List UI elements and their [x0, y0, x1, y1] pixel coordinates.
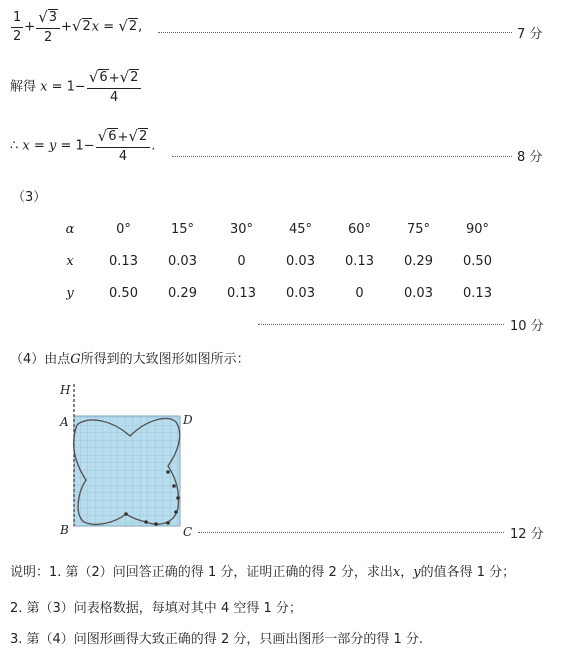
sqrt-2: √ 2 — [71, 16, 91, 35]
leader-dots — [158, 32, 512, 33]
sqrt-2: √ 2 — [118, 16, 138, 35]
score-10: 10 分 — [510, 319, 544, 334]
row-label-y: y — [66, 285, 74, 301]
score-12: 12 分 — [510, 527, 544, 542]
plus-sign: + — [61, 19, 72, 35]
table-cell: 0.13 — [345, 253, 374, 269]
curve-point — [124, 512, 128, 516]
equals-sign: = — [103, 19, 115, 35]
score-7: 7 分 — [517, 27, 543, 42]
table-cell: 0.03 — [286, 285, 315, 301]
part-3-label: （3） — [12, 190, 47, 205]
fraction-denominator: 4 — [110, 90, 119, 105]
note-line-2: 2. 第（3）问表格数据，每填对其中 4 空得 1 分； — [10, 601, 302, 616]
fraction-half — [11, 10, 23, 45]
label-h: H — [60, 383, 71, 397]
table-cell: 0.03 — [404, 285, 433, 301]
table-cell: 0.29 — [404, 253, 433, 269]
fraction-root-sum: √ 6 + √ 2 4 — [87, 68, 142, 106]
table-cell: 0.50 — [463, 253, 492, 269]
variable-x: x — [22, 138, 30, 154]
table-row-x — [46, 245, 507, 277]
grid-square — [74, 416, 180, 526]
table-row-alpha — [46, 213, 507, 245]
note-line-1: 说明：1. 第（2）问回答正确的得 1 分，证明正确的得 2 分，求出x，y的值各得 1 分； — [10, 565, 516, 580]
fraction-denominator: 4 — [118, 149, 128, 164]
value-table — [46, 213, 507, 309]
curve-point — [154, 522, 158, 526]
table-cell: 0.13 — [463, 285, 492, 301]
curve-point — [172, 484, 176, 488]
table-cell: 0.29 — [168, 285, 197, 301]
note-line-3: 3. 第（4）问图形画得大致正确的得 2 分，只画出图形一部分的得 1 分. — [10, 632, 424, 647]
table-cell: 0° — [116, 221, 131, 237]
leader-dots — [172, 156, 512, 157]
therefore-symbol: ∴ — [10, 138, 19, 154]
table-cell: 60° — [347, 221, 372, 237]
fraction-denominator: 2 — [43, 30, 53, 45]
curve-point — [166, 470, 170, 474]
curve-point — [176, 496, 180, 500]
fraction-root-sum: √ 6 + √ 2 4 — [96, 127, 151, 165]
fraction-root3-over-2 — [36, 8, 60, 46]
part-4-text: （4）由点G所得到的大致图形如图所示： — [10, 352, 250, 367]
fraction-denominator: 2 — [13, 28, 22, 44]
solve-label: 解得 — [10, 79, 37, 95]
table-cell: 0.03 — [168, 253, 197, 269]
equation-line-3: ∴ x = y = 1− √ 6 + √ 2 4 . — [10, 127, 156, 164]
label-a: A — [60, 415, 69, 429]
table-cell: 15° — [170, 221, 195, 237]
label-c: C — [183, 525, 193, 539]
table-cell: 0 — [237, 253, 246, 269]
label-d: D — [183, 413, 193, 427]
point-g: G — [70, 352, 81, 367]
score-8: 8 分 — [517, 150, 543, 165]
table-row-y — [46, 277, 507, 309]
plus-sign: + — [24, 19, 36, 35]
table-cell: 0.13 — [227, 285, 256, 301]
table-cell: 0.13 — [109, 253, 138, 269]
table-cell: 0.50 — [109, 285, 138, 301]
fraction-numerator: 1 — [11, 10, 23, 28]
table-cell: 30° — [229, 221, 254, 237]
variable-y: y — [48, 138, 57, 154]
curve-point — [144, 520, 148, 524]
row-label-x: x — [66, 253, 74, 269]
table-cell: 75° — [406, 221, 431, 237]
curve-point — [174, 510, 178, 514]
label-b: B — [60, 523, 69, 537]
variable-x: x — [91, 19, 100, 35]
curve-figure — [50, 380, 200, 540]
leader-dots — [258, 324, 504, 325]
table-cell: 0.03 — [286, 253, 315, 269]
table-cell: 0 — [355, 285, 364, 301]
leader-dots — [198, 532, 504, 533]
curve-point — [166, 521, 170, 525]
sqrt-3: √ 3 — [38, 8, 58, 26]
row-label-alpha: α — [65, 221, 75, 237]
equation-line-1: $\frac{1}{2}$ + √ 3 2 + √ 2 x = √ 2 , — [13, 8, 143, 45]
variable-x: x — [40, 79, 48, 95]
equation-line-2: 解得 x = 1− √ 6 + √ 2 4 — [10, 68, 142, 106]
table-cell: 45° — [288, 221, 313, 237]
table-cell: 90° — [465, 221, 490, 237]
